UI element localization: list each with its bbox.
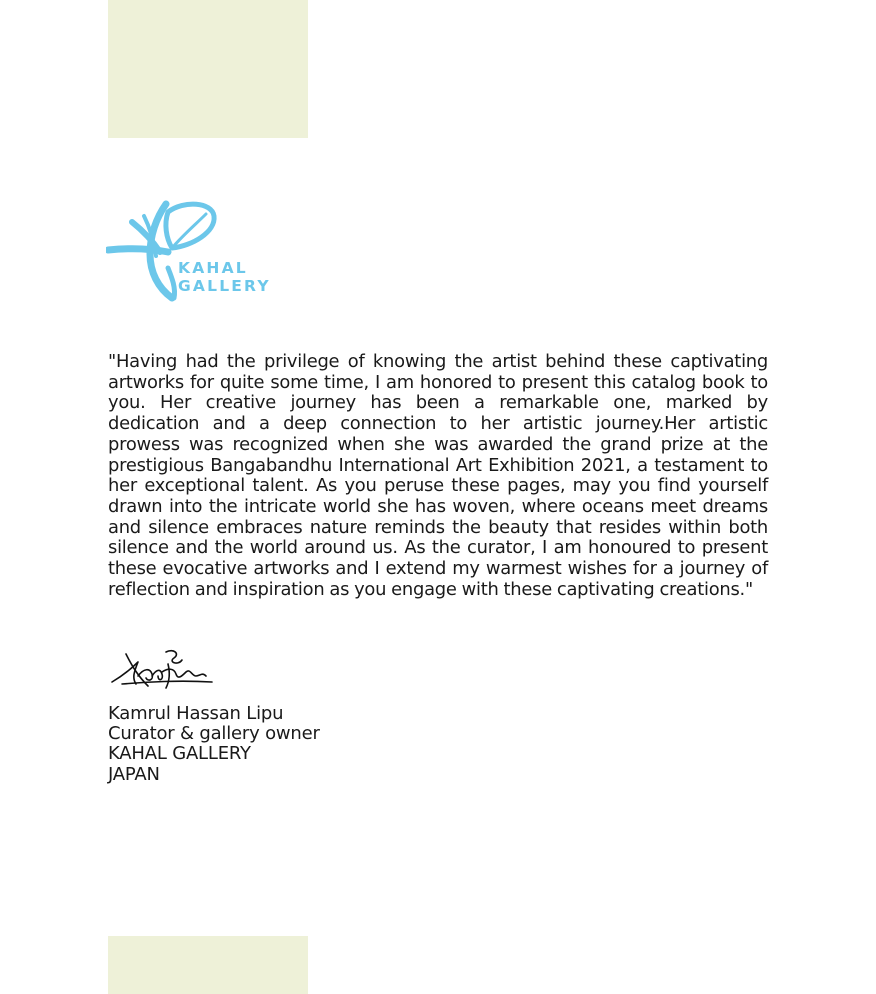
logo-text-kahal: KAHAL	[178, 259, 248, 277]
signature-icon	[108, 646, 218, 694]
signatory-block	[108, 704, 320, 785]
kahal-gallery-logo	[106, 198, 296, 308]
signatory-country: JAPAN	[108, 763, 160, 785]
decorative-block-bottom	[108, 936, 308, 994]
curator-quote: "Having had the privilege of knowing the artist behind these captivating artworks for quite some time, I am honored to present this catalog book to you. Her creative journey has been a remarkable one, marked by dedication and a deep connection to her artistic journey.Her artistic prowess was recognized when she was awarded the grand prize at the prestigious Bangabandhu International Art Exhibition 2021, a testament to her exceptional talent. As you peruse these pages, may you find yourself drawn into the intricate world she has woven, where oceans meet dreams and silence embraces nature reminds the beauty that resides within both silence and the world around us. As the curator, I am honoured to present these evocative artworks and I extend my warmest wishes for a journey of reflection and inspiration as you engage with these captivating creations."	[108, 351, 768, 600]
logo-text-gallery: GALLERY	[178, 277, 271, 295]
signatory-name: Kamrul Hassan Lipu	[108, 703, 284, 724]
signatory-title: Curator & gallery owner	[108, 723, 320, 745]
signatory-organization: KAHAL GALLERY	[108, 743, 251, 765]
decorative-block-top	[108, 0, 308, 138]
